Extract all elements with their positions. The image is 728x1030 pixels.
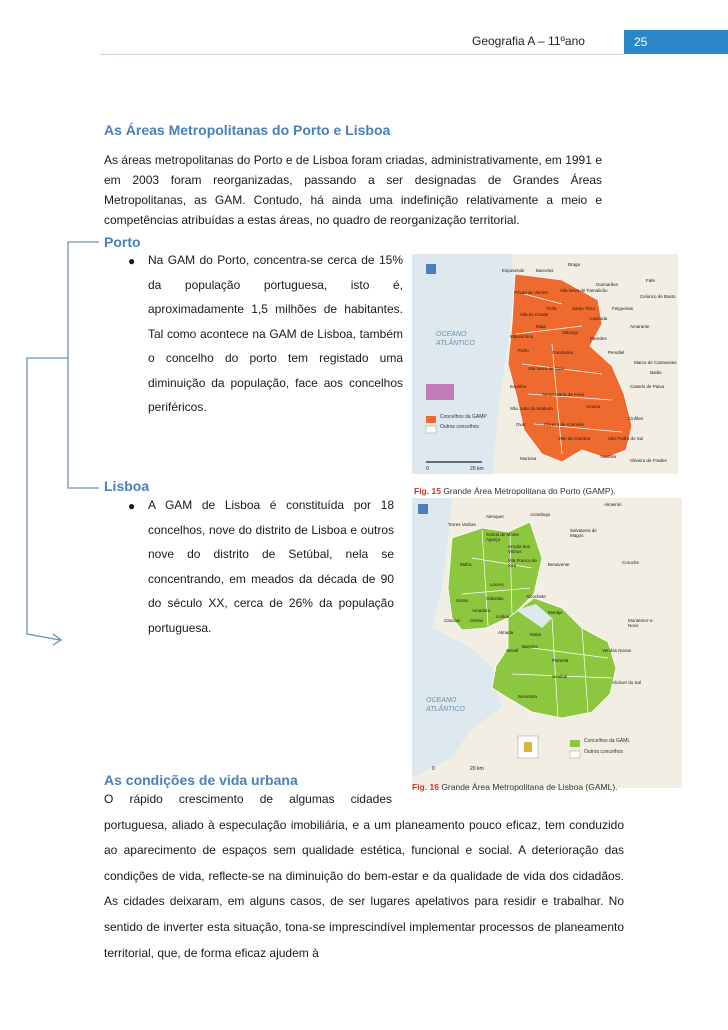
place-coruche: Coruche [622,560,640,565]
intro-paragraph: As áreas metropolitanas do Porto e de Lisboa foram criadas, administrativamente, em 1991 e em 2003 foram reorganizadas, passando a ser designadas de Grandes Áreas Metropolitanas, as GAM. Contudo, há ainda uma indefinição relativamente a meio e competências atribuídas a estas áreas, no quadro de reorganização territorial. [104,153,602,227]
place-valongo: Valongo [562,330,579,335]
place-gaia: Vila Nova de Gaia [528,366,565,371]
place-felgueiras: Felgueiras [612,306,634,311]
legend-gamp-label: Concelhos da GAMP [440,414,487,420]
place-lisboa: Lisboa [496,614,510,619]
fig16-caption-text: Grande Área Metropolitana de Lisboa (GAML). [441,782,618,792]
place-sao-pedro-sul: São Pedro do Sul [608,436,644,441]
place-santo-tirso: Santo Tirso [572,306,595,311]
place-penafiel: Penafiel [608,350,625,355]
place-alenquer: Alenquer [486,514,505,519]
bullet-dot-icon: ● [128,254,136,268]
scale-km-label: 20 km [470,766,484,772]
place-lousada: Lousada [590,316,608,321]
place-maia: Maia [536,324,546,329]
place-paredes: Paredes [590,336,607,341]
place-gondomar: Gondomar [552,350,574,355]
map-porto-ocean-label: OCEANO ATLÂNTICO [436,331,475,347]
place-vendas-novas: Vendas Novas [602,648,632,653]
place-azambuja: Azambuja [530,512,551,517]
map-lisboa-ocean-label: OCEANO ATLÂNTICO [426,697,465,713]
place-benavente: Benavente [548,562,570,567]
place-sesimbra: Sesimbra [518,694,538,699]
fig15-label: Fig. 15 [414,486,441,496]
place-ovar: Ovar [516,422,526,427]
north-icon [426,264,436,274]
place-espinho: Espinho [510,384,527,389]
place-vouzela: Vouzela [600,454,617,459]
place-moita: Moita [530,632,542,637]
porto-bullet-text: Na GAM do Porto, concentra-se cerca de 15% da população portuguesa, isto é, aproximadamente 1,5 milhões de habitantes. Tal como acontece na GAM de Lisboa, também o concelho do porto tem registado uma diminuição da população, face aos concelhos periféricos. [148,253,403,414]
place-amarante: Amarante [630,324,650,329]
section-title-metropolitan-areas: As Áreas Metropolitanas do Porto e Lisboa [104,122,391,138]
lisboa-bullet-text: A GAM de Lisboa é constituída por 18 concelhos, nove do distrito de Lisboa e outros nove do distrito de Setúbal, nela se concentrando, em meados da década de 90 do século XX, cerca de 26% da população portuguesa. [148,498,394,635]
place-amadora: Amadora [472,608,491,613]
place-almeirim: Almeirim [604,502,622,507]
place-vale-cambra: Vale de Cambra [558,436,591,441]
place-arouca: Arouca [586,404,601,409]
place-mafra: Mafra [460,562,472,567]
place-arruda: Arruda dos Vinhos [508,544,531,554]
place-oliveira-azemeis: Oliveira de Azeméis [544,422,584,427]
place-seixal: Seixal [506,648,519,653]
place-matosinhos: Matosinhos [510,334,534,339]
place-guimaraes: Guimarães [596,282,619,287]
urban-life-paragraph [104,787,624,966]
place-murtosa: Murtosa [520,456,537,461]
fig15-caption [414,486,616,496]
scale-km-label: 20 km [470,466,484,472]
place-vila-do-conde: Vila do Conde [520,312,549,317]
north-icon [418,504,428,514]
porto-title: Porto [104,234,141,250]
bracket-arrow-line [27,358,68,640]
place-braga: Braga [568,262,581,267]
place-famalicao: Vila Nova de Famalicão [560,288,608,293]
place-celorico: Celorico de Basto [640,294,676,299]
fig16-label: Fig. 16 [412,782,439,792]
map-gam-lisboa [412,498,682,788]
place-sobral: Sobral de Monte Agraço [486,532,520,542]
page-number: 25 [624,30,728,54]
place-salvaterra: Salvaterra de Magos [570,528,597,538]
place-cascais: Cascais [444,618,461,623]
legend-gaml-label: Concelhos da GAML [584,738,631,744]
header-divider [100,54,624,55]
bracket-connector [68,242,99,488]
urban-life-text: O rápido crescimento de algumas cidades portuguesa, aliado à especulação imobiliária, e a um planeamento pouco eficaz, tem conduzido ao aparecimento de espaços sem qualidade estética, funcional e social. A deterioração das condições de vida, reflecte-se na diminuição do bem-estar e da qualidade de vida dos cidadãos. As cidades deixaram, em alguns casos, de ser lugares apelativos para residir e trabalhar. No sentido de inverter esta situação, tona-se imprescindível implementar processos de planeamento territorial, que, de forma eficaz ajudem à [104,792,624,960]
fig15-caption-text: Grande Área Metropolitana do Porto (GAMP). [443,486,616,496]
place-montijo: Montijo [548,610,563,615]
place-trofa: Trofa [546,306,557,311]
place-loures: Loures [490,582,504,587]
place-barcelos: Barcelos [536,268,554,273]
place-oliveira-frades: Oliveira de Frades [630,458,667,463]
place-baiao: Baião [650,370,662,375]
place-vila-franca: Vila Franca de Xira [508,558,537,568]
place-fafe: Fafe [646,278,656,283]
section-title-urban-life: As condições de vida urbana [104,772,298,788]
bracket-arrows-diagram [0,0,110,660]
place-barreiro: Barreiro [522,644,539,649]
header-title: Geografia A – 11ºano [472,34,585,48]
place-sjm: São João da Madeira [510,406,553,411]
place-odivelas: Odivelas [486,596,504,601]
place-marco: Marco de Canaveses [634,360,677,365]
place-porto: Porto [518,348,529,353]
place-sintra: Sintra [456,598,468,603]
place-esposende: Esposende [502,268,525,273]
place-alcacer: Alcácer do Sal [612,680,642,685]
place-povoa-de-varzim: Póvoa de Varzim [514,290,548,295]
scale-zero-label: 0 [432,766,435,772]
bullet-dot-icon: ● [128,499,136,513]
place-castelo-paiva: Castelo de Paiva [630,384,665,389]
scale-zero-label: 0 [426,466,429,472]
place-oeiras: Oeiras [470,618,484,623]
lisboa-title: Lisboa [104,478,150,494]
place-palmela: Palmela [552,658,569,663]
place-setubal: Setúbal [552,674,568,679]
place-torres-vedras: Torres Vedras [448,522,476,527]
place-montemor: Montemor-o-Novo [628,618,654,628]
legend-other-label: Outros concelhos [440,424,479,430]
place-cinfaes: Cinfães [628,416,644,421]
legend-other-label: Outros concelhos [584,749,623,755]
place-almada: Almada [498,630,514,635]
place-feira: Santa Maria da Feira [542,392,585,397]
map-gam-porto [412,254,678,474]
place-alcochete: Alcochete [526,594,546,599]
